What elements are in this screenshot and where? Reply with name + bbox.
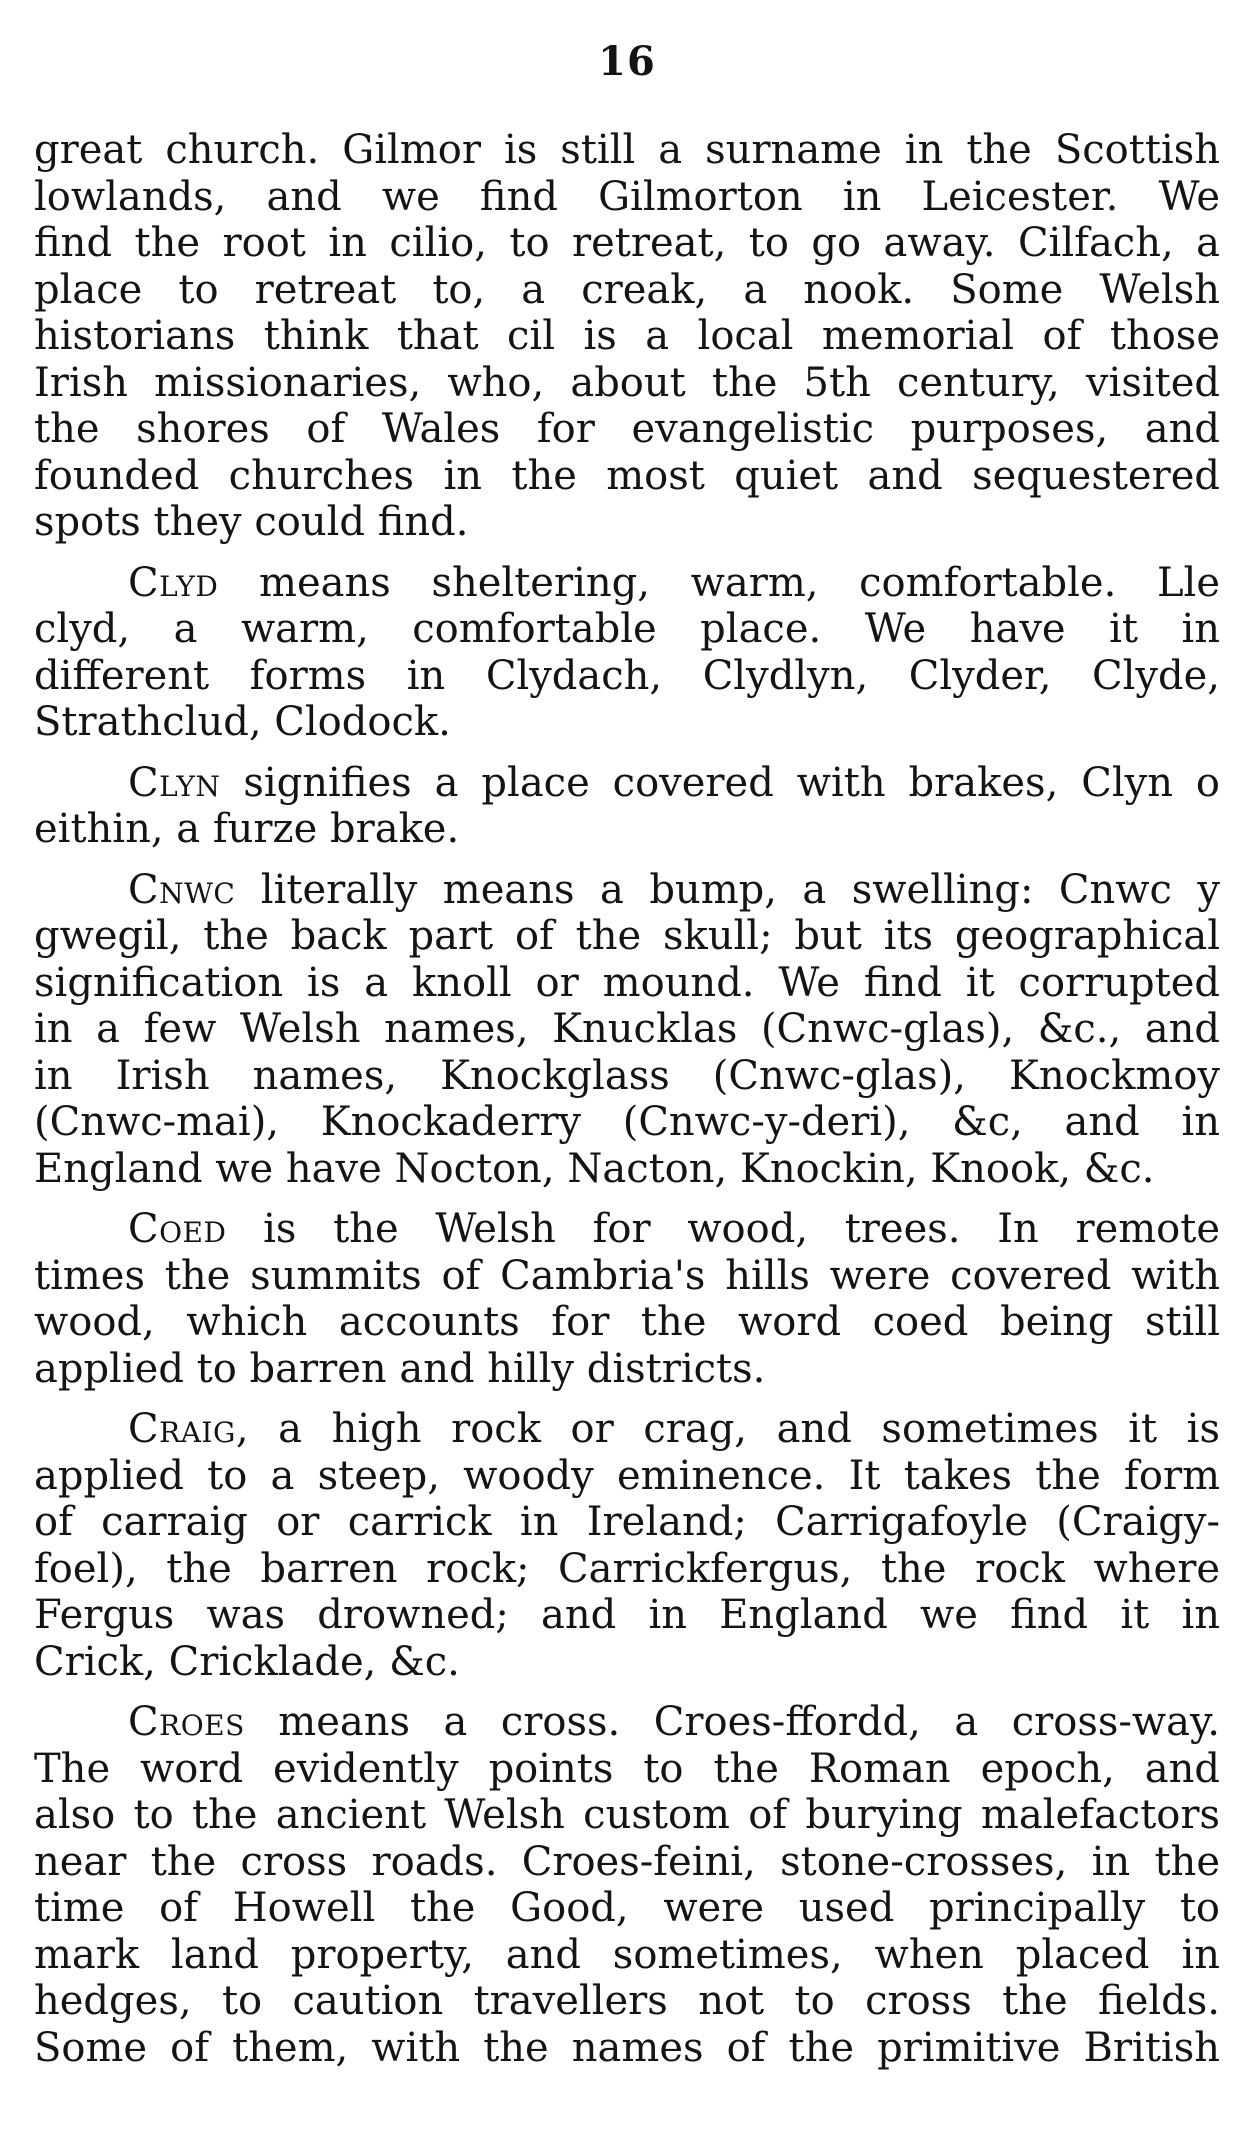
text-line: The word evidently points to the Roman epoch, and (34, 1745, 1220, 1792)
text-line: Irish missionaries, who, about the 5th century, visited (34, 359, 1220, 406)
entry-text: , a high rock or crag, and sometimes it is (235, 1406, 1220, 1452)
text-line: near the cross roads. Croes-feini, stone-crosses, in the (34, 1838, 1220, 1885)
paragraph-clyn (34, 760, 1220, 853)
text-line (34, 867, 1220, 914)
paragraph-clyd (34, 560, 1220, 746)
text-line: great church. Gilmor is still a surname in the Scottish (34, 127, 1220, 173)
text-line: Fergus was drowned; and in England we find it in (34, 1592, 1220, 1638)
entry-term: Craig (128, 1406, 236, 1452)
text-line (34, 1206, 1220, 1253)
text-line: signification is a knoll or mound. We find it corrupted (34, 959, 1220, 1006)
text-line: clyd, a warm, comfortable place. We have it in (34, 606, 1220, 652)
text-line (34, 560, 1220, 607)
book-page (34, 0, 1220, 2139)
text-line: lowlands, and we find Gilmorton in Leicester. We (34, 173, 1220, 220)
text-line: Crick, Cricklade, &c. (34, 1638, 460, 1685)
text-line: Some of them, with the names of the primitive British (34, 2024, 1220, 2071)
text-line: wood, which accounts for the word coed being still (34, 1299, 1220, 1345)
text-line: historians think that cil is a local memorial of those (34, 313, 1220, 359)
text-line: eithin, a furze brake. (34, 806, 460, 852)
text-line: spots they could find. (34, 499, 469, 545)
text-line (34, 1406, 1220, 1453)
text-line: founded churches in the most quiet and sequestered (34, 452, 1220, 499)
entry-term: Coed (128, 1206, 227, 1252)
text-line: (Cnwc-mai), Knockaderry (Cnwc-y-deri), &c, and in (34, 1099, 1220, 1145)
paragraph-croes (34, 1699, 1220, 2071)
entry-term: Clyn (128, 759, 221, 806)
text-line: times the summits of Cambria's hills were covered with (34, 1252, 1220, 1299)
text-line: also to the ancient Welsh custom of burying malefactors (34, 1792, 1220, 1838)
entry-text: is the Welsh for wood, trees. In remote (226, 1206, 1220, 1252)
text-line: in Irish names, Knockglass (Cnwc-glas), Knockmoy (34, 1052, 1220, 1099)
text-line: mark land property, and sometimes, when placed in (34, 1931, 1220, 1978)
text-line: the shores of Wales for evangelistic purposes, and (34, 406, 1220, 452)
text-line: applied to a steep, woody eminence. It takes the form (34, 1452, 1220, 1499)
entry-text: means sheltering, warm, comfortable. Lle (218, 559, 1220, 606)
text-line: time of Howell the Good, were used principally to (34, 1885, 1220, 1931)
text-line: in a few Welsh names, Knucklas (Cnwc-glas), &c., and (34, 1006, 1220, 1052)
paragraph-cnwc (34, 867, 1220, 1193)
paragraph-gilmor (34, 127, 1220, 546)
entry-term: Clyd (128, 559, 219, 606)
text-line: gwegil, the back part of the skull; but its geographical (34, 913, 1220, 959)
entry-term: Cnwc (128, 866, 236, 913)
entry-text: literally means a bump, a swelling: Cnwc y (235, 866, 1220, 913)
entry-text: signifies a place covered with brakes, Clyn o (220, 759, 1220, 806)
entry-term: Croes (128, 1699, 245, 1745)
text-line: England we have Nocton, Nacton, Knockin, Knook, &c. (34, 1145, 1155, 1192)
page-text (34, 127, 1220, 2085)
text-line: find the root in cilio, to retreat, to go away. Cilfach, a (34, 220, 1220, 266)
entry-text: means a cross. Croes-ffordd, a cross-way. (244, 1699, 1220, 1745)
text-line: Strathclud, Clodock. (34, 699, 451, 745)
page-number: 16 (598, 38, 656, 85)
text-line: hedges, to caution travellers not to cross the fields. (34, 1978, 1220, 2024)
paragraph-craig (34, 1406, 1220, 1685)
text-line: applied to barren and hilly districts. (34, 1345, 766, 1392)
text-line: place to retreat to, a creak, a nook. Some Welsh (34, 266, 1220, 313)
text-line (34, 760, 1220, 807)
text-line: of carraig or carrick in Ireland; Carrigafoyle (Craigy- (34, 1499, 1220, 1545)
text-line: different forms in Clydach, Clydlyn, Clyder, Clyde, (34, 652, 1220, 699)
paragraph-coed (34, 1206, 1220, 1392)
text-line: foel), the barren rock; Carrickfergus, the rock where (34, 1545, 1220, 1592)
text-line (34, 1699, 1220, 1746)
